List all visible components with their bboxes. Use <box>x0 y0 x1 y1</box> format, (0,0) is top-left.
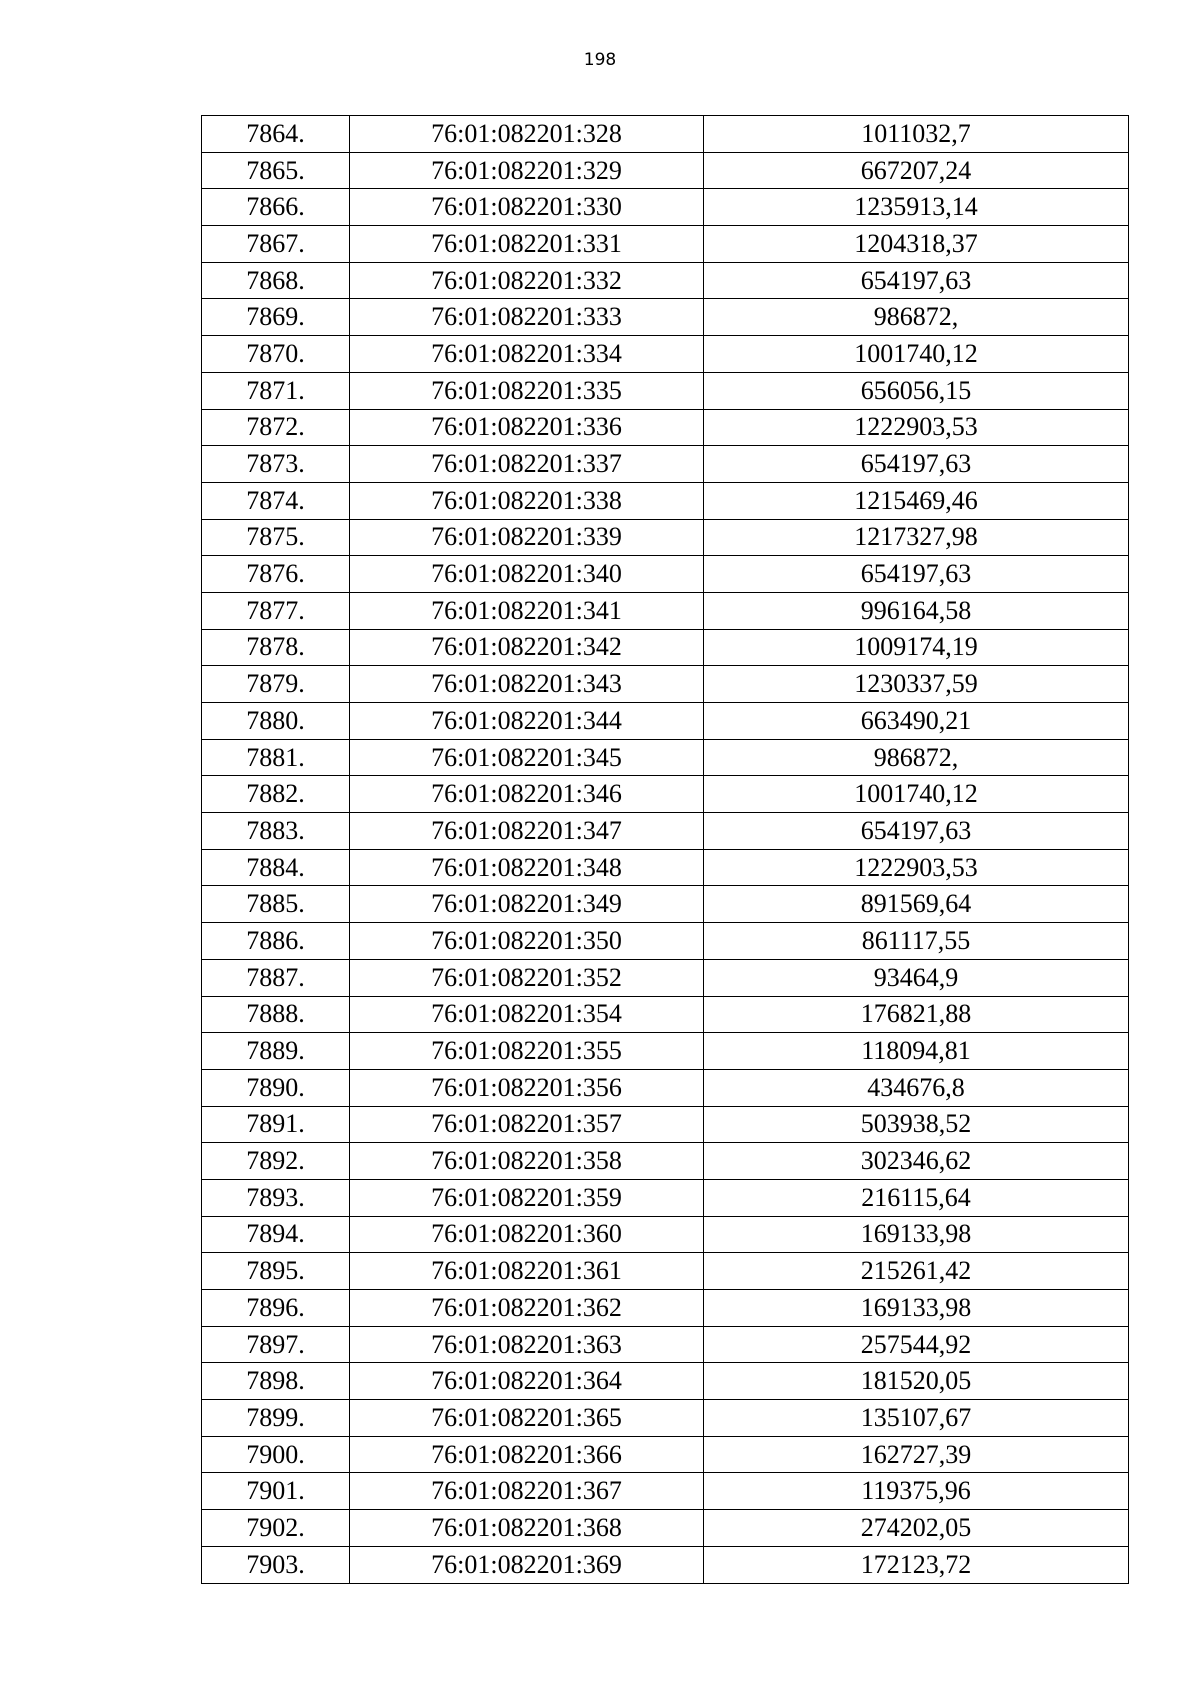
table-row <box>202 189 1129 226</box>
cadastral-value-cell: 1222903,53 <box>704 849 1129 886</box>
table-row <box>202 299 1129 336</box>
row-number-cell: 7890. <box>202 1069 350 1106</box>
cadastral-number-cell: 76:01:082201:333 <box>350 299 704 336</box>
cadastral-value-cell: 135107,67 <box>704 1400 1129 1437</box>
table-row <box>202 592 1129 629</box>
row-number-cell: 7868. <box>202 262 350 299</box>
row-number-cell: 7901. <box>202 1473 350 1510</box>
table-row <box>202 482 1129 519</box>
row-number-cell: 7891. <box>202 1106 350 1143</box>
row-number-cell: 7888. <box>202 996 350 1033</box>
cadastral-value-cell: 1217327,98 <box>704 519 1129 556</box>
cadastral-value-cell: 986872, <box>704 739 1129 776</box>
row-number-cell: 7876. <box>202 556 350 593</box>
table-row <box>202 116 1129 153</box>
row-number-cell: 7882. <box>202 776 350 813</box>
row-number-cell: 7878. <box>202 629 350 666</box>
row-number-cell: 7902. <box>202 1510 350 1547</box>
cadastral-number-cell: 76:01:082201:356 <box>350 1069 704 1106</box>
cadastral-value-cell: 434676,8 <box>704 1069 1129 1106</box>
cadastral-value-cell: 996164,58 <box>704 592 1129 629</box>
cadastral-value-cell: 1215469,46 <box>704 482 1129 519</box>
row-number-cell: 7892. <box>202 1143 350 1180</box>
cadastral-value-cell: 1001740,12 <box>704 336 1129 373</box>
row-number-cell: 7867. <box>202 226 350 263</box>
table-row <box>202 1290 1129 1327</box>
row-number-cell: 7889. <box>202 1033 350 1070</box>
cadastral-value-cell: 663490,21 <box>704 703 1129 740</box>
cadastral-number-cell: 76:01:082201:335 <box>350 372 704 409</box>
row-number-cell: 7879. <box>202 666 350 703</box>
table-row <box>202 1436 1129 1473</box>
table-row <box>202 996 1129 1033</box>
cadastral-value-cell: 861117,55 <box>704 923 1129 960</box>
row-number-cell: 7864. <box>202 116 350 153</box>
cadastral-value-cell: 1230337,59 <box>704 666 1129 703</box>
cadastral-value-cell: 503938,52 <box>704 1106 1129 1143</box>
table-row <box>202 849 1129 886</box>
table-row <box>202 629 1129 666</box>
table-row <box>202 1216 1129 1253</box>
table-row <box>202 519 1129 556</box>
row-number-cell: 7875. <box>202 519 350 556</box>
cadastral-value-cell: 274202,05 <box>704 1510 1129 1547</box>
row-number-cell: 7883. <box>202 813 350 850</box>
row-number-cell: 7877. <box>202 592 350 629</box>
cadastral-value-cell: 891569,64 <box>704 886 1129 923</box>
cadastral-value-cell: 169133,98 <box>704 1290 1129 1327</box>
row-number-cell: 7887. <box>202 959 350 996</box>
cadastral-number-cell: 76:01:082201:349 <box>350 886 704 923</box>
cadastral-value-cell: 169133,98 <box>704 1216 1129 1253</box>
cadastral-value-cell: 181520,05 <box>704 1363 1129 1400</box>
cadastral-number-cell: 76:01:082201:334 <box>350 336 704 373</box>
cadastral-number-cell: 76:01:082201:348 <box>350 849 704 886</box>
row-number-cell: 7899. <box>202 1400 350 1437</box>
table-row <box>202 446 1129 483</box>
cadastral-number-cell: 76:01:082201:358 <box>350 1143 704 1180</box>
row-number-cell: 7881. <box>202 739 350 776</box>
table-row <box>202 959 1129 996</box>
cadastral-value-cell: 216115,64 <box>704 1179 1129 1216</box>
cadastral-number-cell: 76:01:082201:359 <box>350 1179 704 1216</box>
table-row <box>202 739 1129 776</box>
row-number-cell: 7886. <box>202 923 350 960</box>
cadastral-number-cell: 76:01:082201:367 <box>350 1473 704 1510</box>
cadastral-value-cell: 172123,72 <box>704 1546 1129 1583</box>
cadastral-number-cell: 76:01:082201:331 <box>350 226 704 263</box>
cadastral-number-cell: 76:01:082201:346 <box>350 776 704 813</box>
table-row <box>202 556 1129 593</box>
table-row <box>202 262 1129 299</box>
cadastral-number-cell: 76:01:082201:354 <box>350 996 704 1033</box>
table-row <box>202 1326 1129 1363</box>
cadastral-number-cell: 76:01:082201:350 <box>350 923 704 960</box>
cadastral-value-cell: 1235913,14 <box>704 189 1129 226</box>
cadastral-number-cell: 76:01:082201:362 <box>350 1290 704 1327</box>
cadastral-value-cell: 654197,63 <box>704 262 1129 299</box>
cadastral-value-cell: 257544,92 <box>704 1326 1129 1363</box>
table-row <box>202 409 1129 446</box>
cadastral-value-cell: 1011032,7 <box>704 116 1129 153</box>
cadastral-number-cell: 76:01:082201:365 <box>350 1400 704 1437</box>
table-row <box>202 1179 1129 1216</box>
cadastral-number-cell: 76:01:082201:355 <box>350 1033 704 1070</box>
cadastral-number-cell: 76:01:082201:344 <box>350 703 704 740</box>
cadastral-number-cell: 76:01:082201:369 <box>350 1546 704 1583</box>
cadastral-number-cell: 76:01:082201:352 <box>350 959 704 996</box>
table-row <box>202 1106 1129 1143</box>
cadastral-value-cell: 654197,63 <box>704 813 1129 850</box>
row-number-cell: 7894. <box>202 1216 350 1253</box>
table-row <box>202 1253 1129 1290</box>
row-number-cell: 7884. <box>202 849 350 886</box>
cadastral-number-cell: 76:01:082201:340 <box>350 556 704 593</box>
row-number-cell: 7898. <box>202 1363 350 1400</box>
table-row <box>202 703 1129 740</box>
table-row <box>202 1033 1129 1070</box>
cadastral-number-cell: 76:01:082201:364 <box>350 1363 704 1400</box>
table-row <box>202 1473 1129 1510</box>
table-row <box>202 1143 1129 1180</box>
cadastral-value-cell: 986872, <box>704 299 1129 336</box>
cadastral-value-cell: 1001740,12 <box>704 776 1129 813</box>
row-number-cell: 7870. <box>202 336 350 373</box>
table-row <box>202 372 1129 409</box>
cadastral-value-cell: 215261,42 <box>704 1253 1129 1290</box>
cadastral-number-cell: 76:01:082201:343 <box>350 666 704 703</box>
cadastral-number-cell: 76:01:082201:342 <box>350 629 704 666</box>
cadastral-value-cell: 119375,96 <box>704 1473 1129 1510</box>
cadastral-number-cell: 76:01:082201:368 <box>350 1510 704 1547</box>
table-row <box>202 1546 1129 1583</box>
table-row <box>202 152 1129 189</box>
row-number-cell: 7865. <box>202 152 350 189</box>
cadastral-value-cell: 1009174,19 <box>704 629 1129 666</box>
cadastral-number-cell: 76:01:082201:332 <box>350 262 704 299</box>
cadastral-value-cell: 654197,63 <box>704 556 1129 593</box>
row-number-cell: 7903. <box>202 1546 350 1583</box>
cadastral-number-cell: 76:01:082201:339 <box>350 519 704 556</box>
cadastral-value-cell: 93464,9 <box>704 959 1129 996</box>
cadastral-value-cell: 1204318,37 <box>704 226 1129 263</box>
page-number: 198 <box>583 50 617 70</box>
table-row <box>202 1069 1129 1106</box>
cadastral-number-cell: 76:01:082201:345 <box>350 739 704 776</box>
cadastral-number-cell: 76:01:082201:363 <box>350 1326 704 1363</box>
row-number-cell: 7869. <box>202 299 350 336</box>
cadastral-value-cell: 162727,39 <box>704 1436 1129 1473</box>
cadastral-number-cell: 76:01:082201:360 <box>350 1216 704 1253</box>
table-row <box>202 1363 1129 1400</box>
table-row <box>202 336 1129 373</box>
cadastral-number-cell: 76:01:082201:329 <box>350 152 704 189</box>
cadastral-number-cell: 76:01:082201:338 <box>350 482 704 519</box>
row-number-cell: 7871. <box>202 372 350 409</box>
cadastral-value-cell: 176821,88 <box>704 996 1129 1033</box>
cadastral-number-cell: 76:01:082201:361 <box>350 1253 704 1290</box>
row-number-cell: 7873. <box>202 446 350 483</box>
table-row <box>202 813 1129 850</box>
cadastral-value-cell: 667207,24 <box>704 152 1129 189</box>
row-number-cell: 7897. <box>202 1326 350 1363</box>
table-row <box>202 666 1129 703</box>
row-number-cell: 7885. <box>202 886 350 923</box>
cadastral-value-table <box>201 115 1129 1584</box>
cadastral-number-cell: 76:01:082201:330 <box>350 189 704 226</box>
cadastral-number-cell: 76:01:082201:366 <box>350 1436 704 1473</box>
row-number-cell: 7874. <box>202 482 350 519</box>
cadastral-value-cell: 654197,63 <box>704 446 1129 483</box>
row-number-cell: 7872. <box>202 409 350 446</box>
row-number-cell: 7893. <box>202 1179 350 1216</box>
cadastral-value-cell: 118094,81 <box>704 1033 1129 1070</box>
table-row <box>202 226 1129 263</box>
cadastral-value-cell: 302346,62 <box>704 1143 1129 1180</box>
cadastral-value-cell: 1222903,53 <box>704 409 1129 446</box>
cadastral-number-cell: 76:01:082201:337 <box>350 446 704 483</box>
table-row <box>202 776 1129 813</box>
row-number-cell: 7895. <box>202 1253 350 1290</box>
cadastral-value-cell: 656056,15 <box>704 372 1129 409</box>
row-number-cell: 7880. <box>202 703 350 740</box>
row-number-cell: 7896. <box>202 1290 350 1327</box>
table-body <box>202 116 1129 1584</box>
row-number-cell: 7866. <box>202 189 350 226</box>
table-row <box>202 1400 1129 1437</box>
cadastral-number-cell: 76:01:082201:347 <box>350 813 704 850</box>
table-row <box>202 1510 1129 1547</box>
cadastral-number-cell: 76:01:082201:357 <box>350 1106 704 1143</box>
table-row <box>202 886 1129 923</box>
table-row <box>202 923 1129 960</box>
row-number-cell: 7900. <box>202 1436 350 1473</box>
cadastral-number-cell: 76:01:082201:328 <box>350 116 704 153</box>
cadastral-number-cell: 76:01:082201:336 <box>350 409 704 446</box>
cadastral-number-cell: 76:01:082201:341 <box>350 592 704 629</box>
